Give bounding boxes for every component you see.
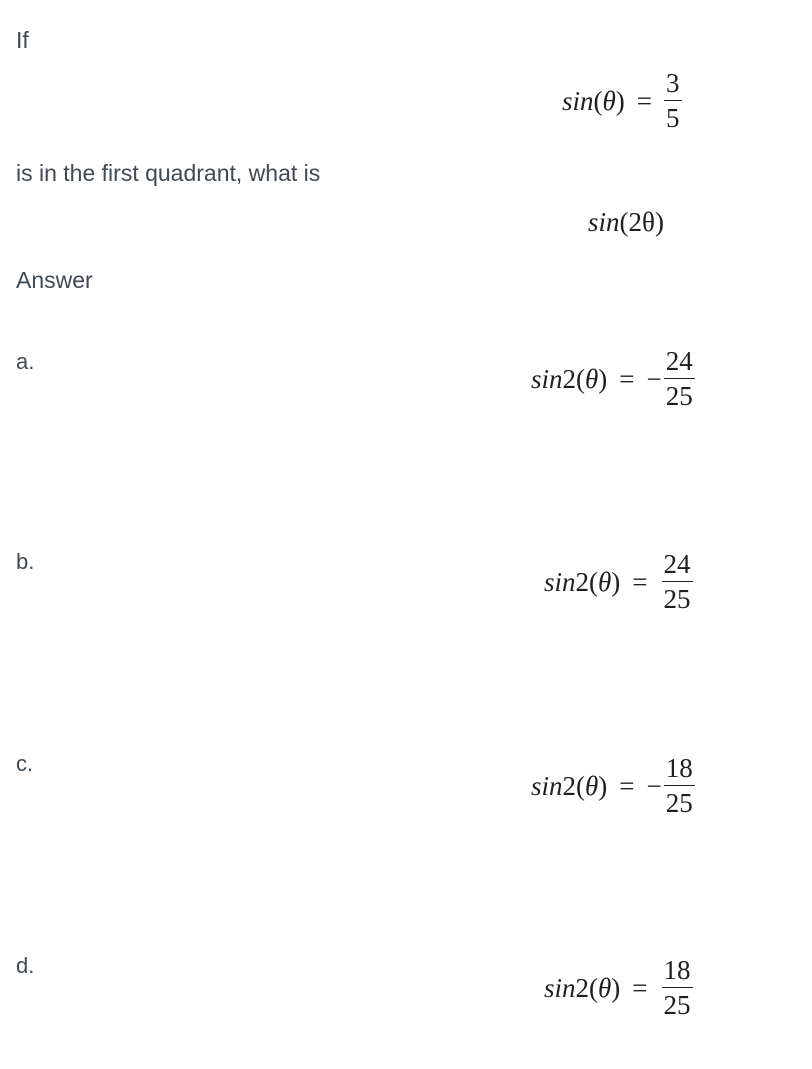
question-condition: is in the first quadrant, what is bbox=[16, 160, 321, 186]
given-fraction bbox=[664, 70, 682, 132]
option-c-letter[interactable]: c. bbox=[16, 751, 34, 776]
option-a-fn: sin bbox=[531, 363, 563, 394]
option-d-letter[interactable]: d. bbox=[16, 953, 35, 978]
option-b-arg: θ bbox=[598, 566, 612, 597]
given-equation: sin ( θ ) = $\frac{3}{5}$ bbox=[562, 68, 680, 133]
option-a-letter[interactable]: a. bbox=[16, 349, 35, 374]
option-c-sign: − bbox=[646, 770, 662, 801]
target-fn: sin bbox=[588, 207, 620, 237]
option-b-equation[interactable]: sin 2 ( θ ) = $\frac{24}{25}$ bbox=[544, 549, 691, 614]
option-b-letter[interactable]: b. bbox=[16, 549, 35, 574]
option-c-arg: θ bbox=[585, 770, 599, 801]
given-arg: θ bbox=[602, 85, 616, 116]
option-d-numerator: 18 bbox=[663, 955, 691, 985]
option-b-numerator: 24 bbox=[663, 549, 691, 579]
option-c-fn: sin bbox=[531, 770, 563, 801]
option-c-equation[interactable]: sin 2 ( θ ) = − $\frac{18}{25}$ bbox=[531, 753, 693, 818]
option-d-arg: θ bbox=[598, 972, 612, 1003]
question-intro: If bbox=[16, 27, 29, 53]
option-c-denominator: 25 bbox=[665, 788, 693, 818]
option-c-numerator: 18 bbox=[665, 753, 693, 783]
option-a-coef: 2 bbox=[562, 363, 577, 394]
given-fn: sin bbox=[562, 85, 594, 116]
target-expression: sin ( 2θ ) bbox=[588, 207, 664, 237]
option-d-fraction bbox=[662, 957, 693, 1019]
option-a-numerator: 24 bbox=[665, 346, 693, 376]
target-arg: 2θ bbox=[628, 207, 655, 237]
given-numerator: 3 bbox=[666, 68, 680, 98]
answer-heading: Answer bbox=[16, 267, 93, 293]
option-a-equation[interactable]: sin 2 ( θ ) = − $\frac{24}{25}$ bbox=[531, 346, 693, 411]
option-d-fn: sin bbox=[544, 972, 576, 1003]
option-b-coef: 2 bbox=[575, 566, 590, 597]
option-c-fraction bbox=[664, 755, 695, 817]
option-d-equation[interactable]: sin 2 ( θ ) = $\frac{18}{25}$ bbox=[544, 955, 691, 1020]
given-denominator: 5 bbox=[666, 103, 680, 133]
option-c-coef: 2 bbox=[562, 770, 577, 801]
option-a-arg: θ bbox=[585, 363, 599, 394]
option-b-fraction bbox=[662, 551, 693, 613]
option-a-denominator: 25 bbox=[665, 381, 693, 411]
option-d-denominator: 25 bbox=[663, 990, 691, 1020]
option-d-coef: 2 bbox=[575, 972, 590, 1003]
option-a-sign: − bbox=[646, 363, 662, 394]
option-b-fn: sin bbox=[544, 566, 576, 597]
option-a-fraction bbox=[664, 348, 695, 410]
option-b-denominator: 25 bbox=[663, 584, 691, 614]
